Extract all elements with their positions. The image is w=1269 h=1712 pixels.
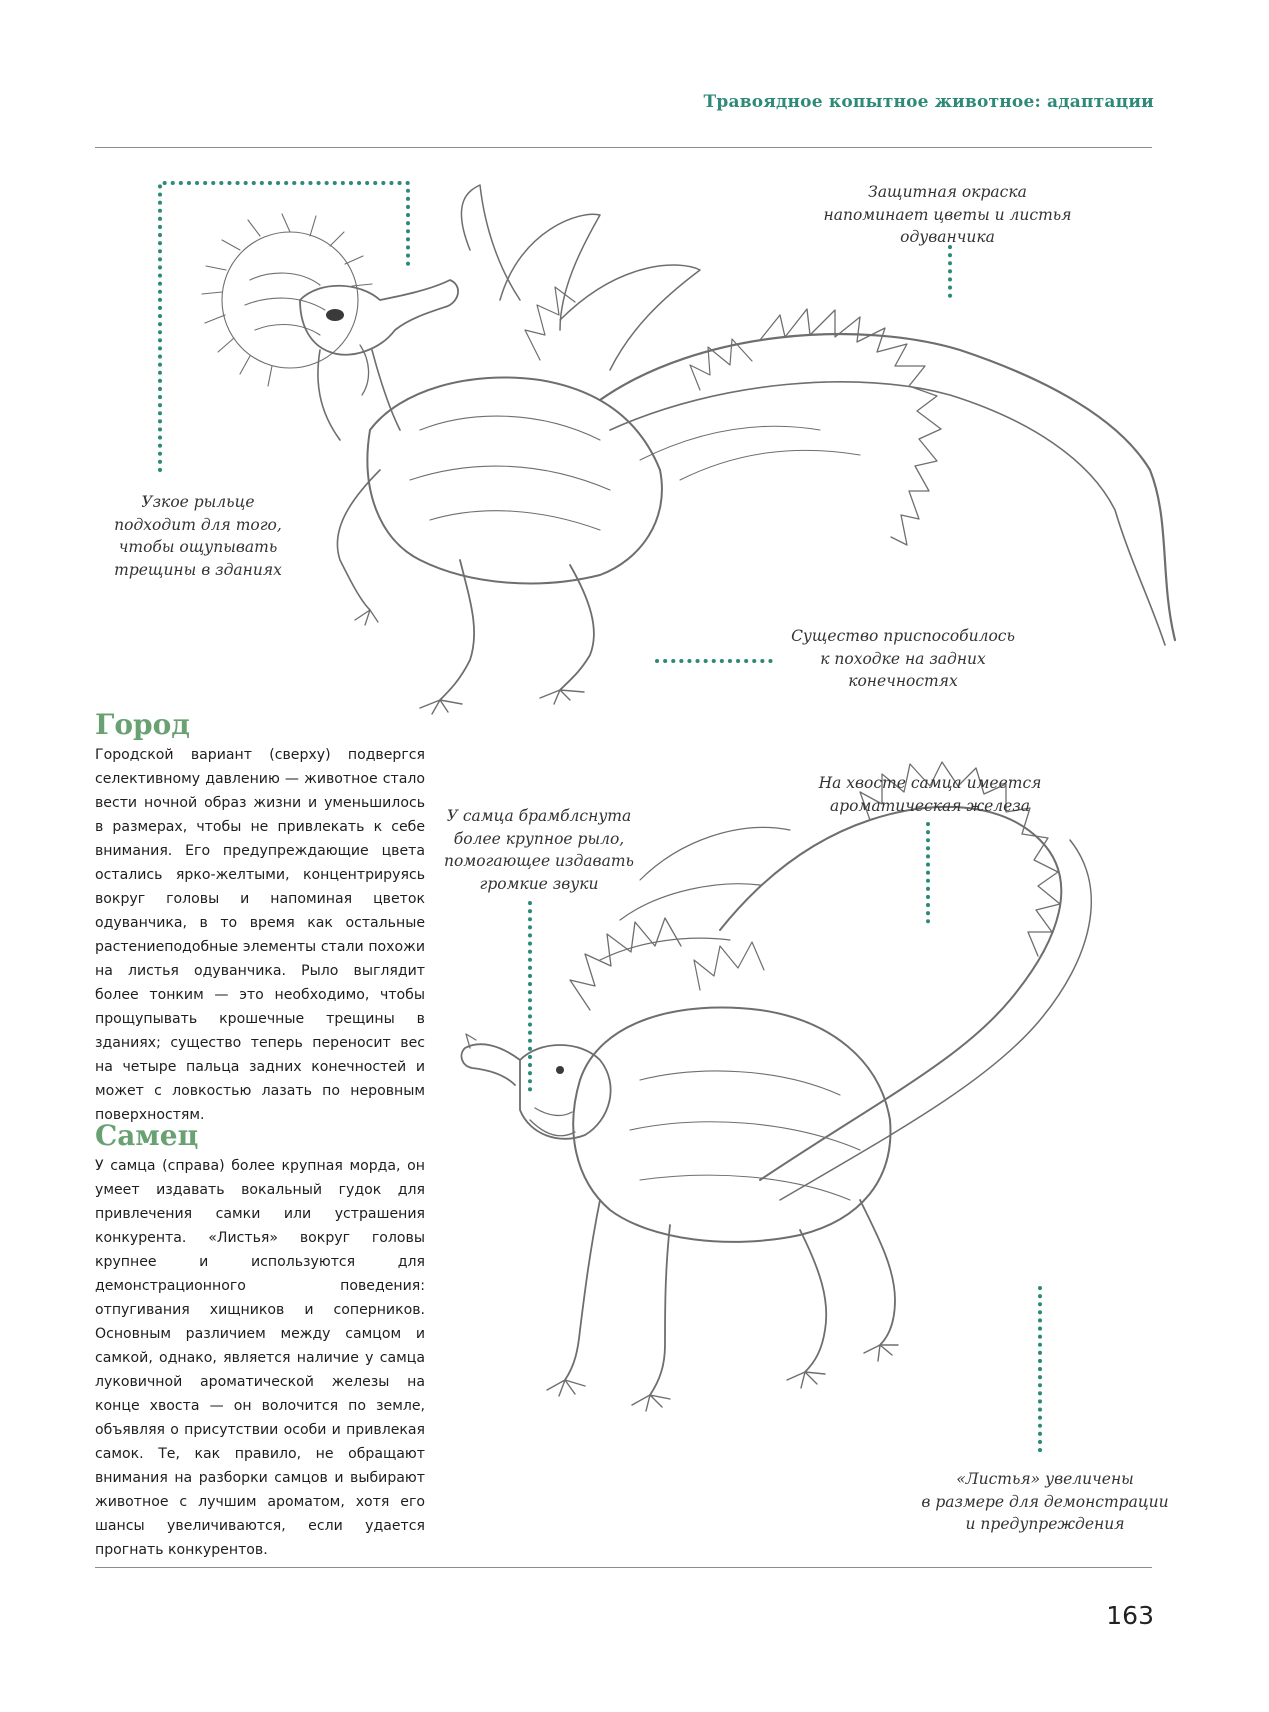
caption-urban-snout: Узкое рыльце подходит для того, чтобы ощупывать трещины в зданиях [114,493,282,579]
caption-male-leaves: «Листья» увеличены в размере для демонстрации и предупреждения [921,1470,1169,1533]
caption-male-snout: У самца брамблснута более крупное рыло, помогающее издавать громкие звуки [444,807,634,893]
leader-urban-snout [160,183,408,470]
section-heading-male: Самец [95,1119,199,1152]
section-text-male: У самца (справа) более крупная морда, он умеет издавать вокальный гудок для привлечения самки или устрашения конкурента. «Листья» вокруг головы крупнее и используются для демонстрационного поведения: отпугивания хищников и соперников. Основным различием между самцом и самкой, однако, является наличие у самца луковичной ароматической железы на конце хвоста — он волочится по земле, объявляя о присутствии особи и привлекая самок. Те, как правило, не обращают внимания на разборки самцов и выбирают животное с лучшим ароматом, хотя его шансы увеличиваются, если удается прогнать конкурентов. [95,1158,425,1558]
caption-urban-hindlegs: Существо приспособилось к походке на задних конечностях [791,627,1015,690]
section-heading-city: Город [95,708,190,741]
section-text-city: Городской вариант (сверху) подвергся селективному давлению — животное стало вести ночной образ жизни и уменьшилось в размерах, чтобы не привлекать к себе внимания. Его предупреждающие цвета остались ярко-желтыми, концентрируясь вокруг головы и напоминая цветок одуванчика, в то время как остальные растениеподобные элементы стали похожи на листья одуванчика. Рыло выглядит более тонким — это необходимо, чтобы прощупывать крошечные трещины в зданиях; существо теперь переносит вес на четыре пальца задних конечностей и может с ловкостью лазать по неровным поверхностям. [95,747,425,1123]
page-number: 163 [1106,1601,1154,1630]
running-title: Травоядное копытное животное: адаптации [703,92,1154,112]
footer-rule [95,1567,1152,1568]
caption-male-tail-gland: На хвосте самца имеется ароматическая железа [818,774,1042,815]
caption-urban-coloring: Защитная окраска напоминает цветы и листья одуванчика [823,183,1072,246]
